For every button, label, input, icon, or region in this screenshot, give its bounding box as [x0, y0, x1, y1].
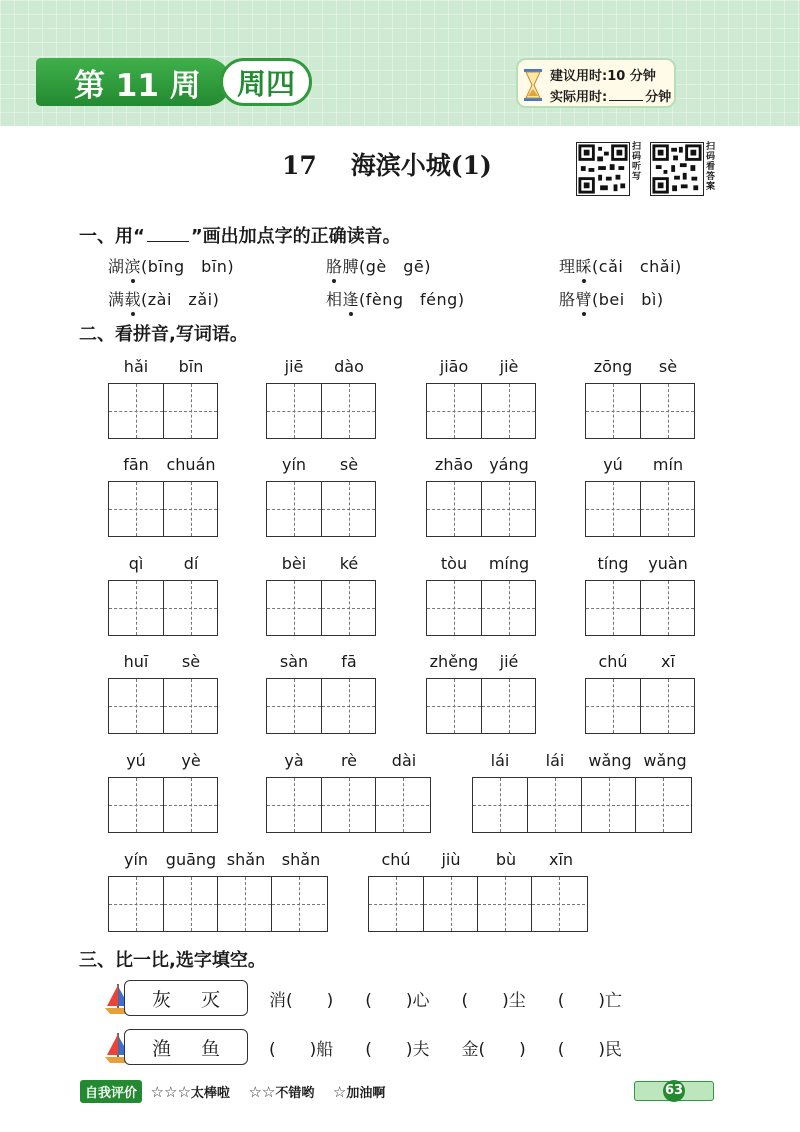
pinyin-row	[426, 652, 536, 676]
pinyin-syllable: shǎn	[281, 850, 321, 869]
underline-blank	[147, 227, 189, 242]
writing-box[interactable]	[427, 679, 481, 733]
pinyin-syllable: hǎi	[123, 357, 149, 376]
fill-blank-items	[269, 1035, 654, 1060]
qr-code-icon[interactable]	[576, 142, 630, 196]
writing-box[interactable]	[423, 877, 477, 931]
writing-boxes	[108, 383, 218, 439]
writing-box[interactable]	[267, 482, 321, 536]
time-box	[516, 58, 676, 108]
pinyin-syllable: yín	[123, 850, 149, 869]
pinyin-syllable: yín	[281, 455, 307, 474]
dotted-char: 载	[125, 287, 142, 310]
writing-box[interactable]	[321, 778, 375, 832]
writing-box[interactable]	[481, 581, 535, 635]
writing-box[interactable]	[109, 778, 163, 832]
page-header	[0, 0, 800, 126]
pinyin-row	[472, 751, 692, 775]
word-group	[266, 751, 431, 833]
fill-blank[interactable]: 金( )	[461, 1040, 526, 1060]
pinyin-syllable: dào	[334, 357, 364, 376]
eval-level: 加油啊	[346, 1086, 386, 1101]
qr-label-listen: 扫码听写	[632, 142, 642, 182]
lesson-number: 17	[282, 151, 317, 180]
pinyin-options[interactable]: (bīng bīn)	[141, 257, 235, 276]
item-char: 膊	[342, 257, 360, 276]
writing-boxes	[108, 678, 218, 734]
dotted-char: 胳	[326, 254, 343, 277]
pair-char: 灰	[151, 988, 171, 1011]
star-icon[interactable]: ☆	[332, 1083, 347, 1101]
writing-boxes	[266, 481, 376, 537]
fill-blank[interactable]: ( )心	[365, 991, 430, 1011]
pinyin-syllable: guāng	[165, 850, 217, 869]
self-evaluation	[80, 1080, 399, 1103]
pinyin-syllable: dí	[183, 554, 199, 573]
writing-boxes	[426, 481, 536, 537]
pinyin-syllable: chú	[381, 850, 411, 869]
fill-blank[interactable]: ( )民	[557, 1040, 623, 1060]
writing-boxes	[108, 580, 218, 636]
word-group	[108, 554, 218, 636]
fill-blank[interactable]: 消( )	[269, 991, 334, 1011]
writing-box[interactable]	[375, 778, 429, 832]
pinyin-syllable: jiù	[441, 850, 461, 869]
pinyin-syllable: sè	[339, 455, 359, 474]
writing-box[interactable]	[586, 581, 640, 635]
word-group	[472, 751, 692, 833]
pinyin-syllable: tòu	[440, 554, 468, 573]
writing-boxes	[108, 777, 218, 833]
writing-box[interactable]	[163, 384, 217, 438]
writing-box[interactable]	[109, 384, 163, 438]
pinyin-syllable: sè	[658, 357, 678, 376]
writing-box[interactable]	[581, 778, 635, 832]
reading-item	[108, 287, 219, 310]
word-group	[426, 554, 536, 636]
pinyin-row	[426, 357, 536, 381]
week-text: 第 11 周	[74, 67, 201, 104]
char-pair-label	[124, 980, 248, 1016]
writing-box[interactable]	[640, 581, 694, 635]
pinyin-row	[108, 751, 218, 775]
pair-char: 灭	[201, 988, 221, 1011]
fill-blank-items	[269, 986, 654, 1011]
pinyin-syllable: chuán	[166, 455, 216, 474]
pinyin-syllable: yú	[603, 455, 623, 474]
writing-box[interactable]	[163, 679, 217, 733]
writing-box[interactable]	[427, 384, 481, 438]
item-char: 满	[108, 290, 125, 309]
pair-char: 鱼	[201, 1037, 221, 1060]
word-group	[108, 751, 218, 833]
word-group	[585, 554, 695, 636]
star-icon[interactable]: ☆	[150, 1083, 164, 1101]
pinyin-syllable: jié	[499, 652, 519, 671]
writing-box[interactable]	[267, 679, 321, 733]
pinyin-row	[585, 554, 695, 578]
pinyin-syllable: xī	[661, 652, 675, 671]
pinyin-row	[266, 554, 376, 578]
writing-boxes	[108, 876, 328, 932]
actual-time-blank[interactable]	[609, 88, 643, 101]
writing-box[interactable]	[109, 581, 163, 635]
writing-box[interactable]	[586, 384, 640, 438]
section-3-title: 三、比一比,选字填空。	[79, 950, 266, 971]
pinyin-syllable: ké	[339, 554, 359, 573]
pinyin-syllable: huī	[123, 652, 149, 671]
reading-item	[559, 287, 664, 310]
writing-box[interactable]	[481, 384, 535, 438]
word-group	[426, 652, 536, 734]
writing-boxes	[585, 481, 695, 537]
section-1-title-post: ”画出加点字的正确读音。	[190, 226, 401, 247]
fill-blank[interactable]: ( )尘	[461, 991, 526, 1011]
word-group	[108, 357, 218, 439]
star-icon[interactable]: ☆	[177, 1083, 191, 1101]
pinyin-options[interactable]: (fèng féng)	[359, 290, 465, 309]
writing-box[interactable]	[163, 778, 217, 832]
writing-box[interactable]	[477, 877, 531, 931]
dotted-char: 臂	[576, 287, 593, 310]
pinyin-syllable: fān	[123, 455, 149, 474]
pinyin-syllable: wǎng	[588, 751, 632, 770]
dotted-char: 逢	[343, 287, 360, 310]
writing-box[interactable]	[321, 482, 375, 536]
pinyin-row	[266, 652, 376, 676]
star-icon[interactable]: ☆	[164, 1083, 178, 1101]
pinyin-syllable: lái	[490, 751, 510, 770]
word-group	[585, 455, 695, 537]
week-label	[36, 58, 231, 106]
lesson-title	[282, 146, 492, 182]
section-1-title-pre: 一、用“	[79, 226, 145, 247]
writing-boxes	[426, 580, 536, 636]
word-group	[108, 455, 218, 537]
star-icon[interactable]: ☆	[248, 1083, 262, 1101]
pinyin-syllable: fā	[341, 652, 357, 671]
pinyin-row	[585, 652, 695, 676]
writing-boxes	[426, 383, 536, 439]
writing-box[interactable]	[109, 877, 163, 931]
pinyin-syllable: tíng	[597, 554, 629, 573]
writing-boxes	[108, 481, 218, 537]
dotted-char: 滨	[125, 254, 142, 277]
word-group	[426, 357, 536, 439]
writing-box[interactable]	[267, 581, 321, 635]
actual-time	[550, 86, 671, 105]
item-char: 相	[326, 290, 343, 309]
writing-box[interactable]	[321, 384, 375, 438]
pinyin-syllable: bù	[495, 850, 517, 869]
pinyin-options[interactable]: (bei bì)	[592, 290, 664, 309]
pinyin-syllable: dài	[391, 751, 417, 770]
char-pair-label	[124, 1029, 248, 1065]
word-group	[368, 850, 588, 932]
word-group	[266, 554, 376, 636]
writing-box[interactable]	[586, 679, 640, 733]
writing-boxes	[585, 383, 695, 439]
pinyin-row	[426, 455, 536, 479]
writing-boxes	[426, 678, 536, 734]
writing-boxes	[266, 678, 376, 734]
writing-boxes	[368, 876, 588, 932]
word-group	[108, 850, 328, 932]
hourglass-icon	[522, 68, 544, 102]
reading-item	[326, 254, 431, 277]
item-char: 理	[559, 257, 576, 276]
pinyin-syllable: yuàn	[648, 554, 688, 573]
writing-box[interactable]	[217, 877, 271, 931]
pinyin-syllable: qì	[128, 554, 144, 573]
pinyin-syllable: yà	[284, 751, 304, 770]
pinyin-row	[585, 455, 695, 479]
pinyin-row	[108, 850, 328, 874]
fill-blank[interactable]: ( )夫	[365, 1040, 430, 1060]
eval-level: 不错哟	[275, 1086, 315, 1101]
fill-blank[interactable]: ( )亡	[557, 991, 623, 1011]
pinyin-syllable: zōng	[593, 357, 633, 376]
pinyin-row	[108, 652, 218, 676]
eval-badge: 自我评价	[80, 1080, 142, 1103]
pinyin-syllable: yáng	[489, 455, 529, 474]
writing-box[interactable]	[267, 778, 321, 832]
writing-box[interactable]	[369, 877, 423, 931]
pinyin-syllable: xīn	[548, 850, 574, 869]
writing-boxes	[472, 777, 692, 833]
writing-box[interactable]	[527, 778, 581, 832]
pinyin-row	[266, 751, 431, 775]
pinyin-syllable: bèi	[281, 554, 307, 573]
qr-code-icon[interactable]	[650, 142, 704, 196]
pinyin-options[interactable]: (gè gē)	[359, 257, 432, 276]
writing-box[interactable]	[321, 679, 375, 733]
fill-blank[interactable]: ( )船	[269, 1040, 334, 1060]
pinyin-syllable: zhěng	[429, 652, 479, 671]
writing-box[interactable]	[163, 877, 217, 931]
pinyin-row	[108, 357, 218, 381]
pinyin-syllable: chú	[598, 652, 628, 671]
writing-box[interactable]	[427, 581, 481, 635]
writing-box[interactable]	[640, 679, 694, 733]
writing-box[interactable]	[640, 384, 694, 438]
pinyin-syllable: míng	[488, 554, 530, 573]
item-char: 胳	[559, 290, 576, 309]
pinyin-syllable: wǎng	[643, 751, 687, 770]
word-group	[585, 357, 695, 439]
word-group	[266, 455, 376, 537]
actual-time-unit: 分钟	[645, 90, 672, 105]
pinyin-syllable: jiē	[284, 357, 304, 376]
pinyin-row	[368, 850, 588, 874]
writing-box[interactable]	[163, 581, 217, 635]
pinyin-row	[266, 455, 376, 479]
writing-boxes	[266, 777, 431, 833]
star-icon[interactable]: ☆	[261, 1083, 276, 1101]
word-group	[266, 652, 376, 734]
word-group	[426, 455, 536, 537]
writing-box[interactable]	[267, 384, 321, 438]
word-group	[266, 357, 376, 439]
pinyin-syllable: rè	[340, 751, 358, 770]
pinyin-syllable: zhāo	[434, 455, 474, 474]
pinyin-row	[108, 554, 218, 578]
writing-box[interactable]	[321, 581, 375, 635]
pinyin-syllable: sè	[181, 652, 201, 671]
dotted-char: 睬	[576, 254, 593, 277]
writing-box[interactable]	[427, 482, 481, 536]
pinyin-syllable: bīn	[178, 357, 204, 376]
page-number: 63	[663, 1080, 685, 1102]
pinyin-syllable: yè	[181, 751, 201, 770]
page-number-badge	[634, 1081, 714, 1101]
qr-label-answers: 扫码看答案	[706, 142, 716, 192]
lesson-name: 海滨小城(1)	[350, 151, 492, 180]
actual-time-label: 实际用时:	[550, 90, 608, 105]
section-2-title: 二、看拼音,写词语。	[79, 324, 248, 345]
writing-box[interactable]	[271, 877, 325, 931]
pinyin-syllable: lái	[545, 751, 565, 770]
writing-box[interactable]	[109, 482, 163, 536]
pinyin-row	[266, 357, 376, 381]
writing-box[interactable]	[586, 482, 640, 536]
pinyin-options[interactable]: (zài zǎi)	[141, 290, 220, 309]
day-text: 周四	[236, 66, 295, 101]
pair-char: 渔	[151, 1037, 171, 1060]
word-group	[585, 652, 695, 734]
section-1-title	[79, 222, 401, 248]
writing-box[interactable]	[163, 482, 217, 536]
pinyin-options[interactable]: (cǎi chǎi)	[592, 257, 682, 276]
writing-box[interactable]	[531, 877, 585, 931]
eval-level: 太棒啦	[190, 1086, 230, 1101]
writing-box[interactable]	[109, 679, 163, 733]
writing-boxes	[266, 580, 376, 636]
pinyin-syllable: yú	[126, 751, 146, 770]
word-group	[108, 652, 218, 734]
writing-box[interactable]	[481, 482, 535, 536]
pinyin-row	[585, 357, 695, 381]
pinyin-syllable: jiè	[499, 357, 519, 376]
reading-item	[326, 287, 465, 310]
writing-boxes	[585, 678, 695, 734]
suggested-time: 建议用时:10 分钟	[550, 69, 656, 84]
writing-box[interactable]	[481, 679, 535, 733]
pinyin-syllable: sàn	[279, 652, 309, 671]
item-char: 湖	[108, 257, 125, 276]
writing-box[interactable]	[635, 778, 689, 832]
pinyin-syllable: shǎn	[226, 850, 266, 869]
day-label	[220, 58, 312, 106]
reading-item	[559, 254, 682, 277]
pinyin-syllable: mín	[652, 455, 684, 474]
writing-boxes	[585, 580, 695, 636]
pinyin-row	[426, 554, 536, 578]
writing-box[interactable]	[473, 778, 527, 832]
writing-box[interactable]	[640, 482, 694, 536]
pinyin-syllable: jiāo	[439, 357, 469, 376]
pinyin-row	[108, 455, 218, 479]
writing-boxes	[266, 383, 376, 439]
reading-item	[108, 254, 234, 277]
